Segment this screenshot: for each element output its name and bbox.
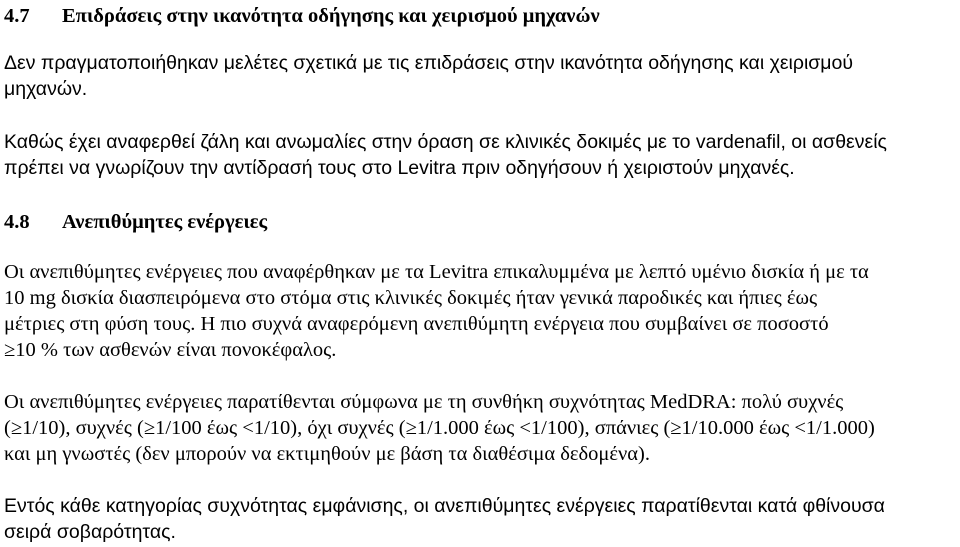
text-line: ≥10 % των ασθενών είναι πονοκέφαλος. [4,339,337,361]
text-line: πρέπει να γνωρίζουν την αντίδρασή τους στο Levitra πριν οδηγήσουν ή χειριστούν μηχανές. [4,157,795,179]
text-line: Εντός κάθε κατηγορίας συχνότητας εμφάνισης, οι ανεπιθύμητες ενέργειες παρατίθενται κατά φθίνουσα [4,495,885,517]
section-number: 4.8 [4,211,30,233]
text-line: Οι ανεπιθύμητες ενέργειες παρατίθενται σύμφωνα με τη συνθήκη συχνότητας MedDRA: πολύ συχνές [4,391,844,413]
text-line: Οι ανεπιθύμητες ενέργειες που αναφέρθηκαν με τα Levitra επικαλυμμένα με λεπτό υμένιο δισκία ή με τα [4,261,869,283]
text-line: μέτριες στη φύση τους. Η πιο συχνά αναφερόμενη ανεπιθύμητη ενέργεια που συμβαίνει σε ποσοστό [4,313,829,335]
heading-4-7 [4,6,600,27]
section-title: Επιδράσεις στην ικανότητα οδήγησης και χειρισμού μηχανών [62,5,600,27]
text-line: και μη γνωστές (δεν μπορούν να εκτιμηθούν με βάση τα διαθέσιμα δεδομένα). [4,443,650,465]
section-number: 4.7 [4,5,30,27]
text-line: σειρά σοβαρότητας. [4,521,176,543]
text-line: 10 mg δισκία διασπειρόμενα στο στόμα στις κλινικές δοκιμές ήταν γενικά παροδικές και ήπιες έως [4,287,818,309]
text-line: μηχανών. [4,78,88,100]
text-line: (≥1/10), συχνές (≥1/100 έως <1/10), όχι συχνές (≥1/1.000 έως <1/100), σπάνιες (≥1/10.000 έως <1/1.000) [4,417,875,439]
section-title: Ανεπιθύμητες ενέργειες [62,211,268,233]
text-line: Καθώς έχει αναφερθεί ζάλη και ανωμαλίες στην όραση σε κλινικές δοκιμές με το vardenafil, οι ασθενείς [4,131,887,153]
text-line: Δεν πραγματοποιήθηκαν μελέτες σχετικά με τις επιδράσεις στην ικανότητα οδήγησης και χειρισμού [4,52,854,74]
heading-4-8 [4,212,267,233]
